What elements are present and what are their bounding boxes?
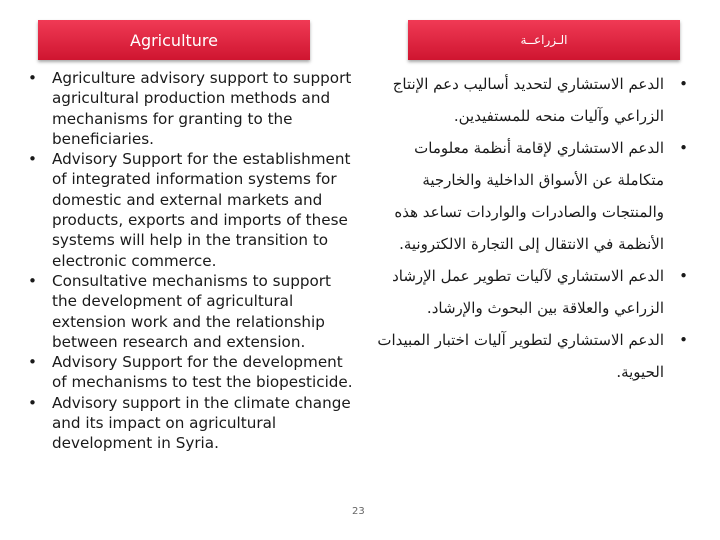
english-bullet-item: • Advisory Support for the development of mechanisms to test the biopesticide. [24, 352, 354, 393]
header-title-arabic: الـزراعــة [520, 33, 568, 47]
english-bullet-item: • Advisory Support for the establishment of integrated information systems for domestic and external markets and products, exports and imports of these systems will help in the transition to electronic commerce. [24, 149, 354, 271]
arabic-bullet-item: • الدعم الاستشاري لآليات تطوير عمل الإرشاد الزراعي والعلاقة بين البحوث والإرشاد. [372, 260, 694, 324]
english-bullet-list [24, 68, 354, 454]
english-bullet-item: • Agriculture advisory support to support agricultural production methods and mechanisms for granting to the beneficiaries. [24, 68, 354, 149]
arabic-bullet-list [372, 68, 694, 388]
page-number: 23 [352, 506, 365, 517]
arabic-bullet-item: • الدعم الاستشاري لإقامة أنظمة معلومات متكاملة عن الأسواق الداخلية والخارجية والمنتجات والصادرات والواردات تساعد هذه الأنظمة في الانتقال إلى التجارة الالكترونية. [372, 132, 694, 260]
arabic-column [372, 68, 694, 388]
header-title-english: Agriculture [130, 30, 218, 50]
english-bullet-item: • Advisory support in the climate change and its impact on agricultural development in Syria. [24, 393, 354, 454]
header-tab-arabic [408, 20, 680, 60]
english-bullet-item: • Consultative mechanisms to support the development of agricultural extension work and the relationship between research and extension. [24, 271, 354, 352]
header-tab-english [38, 20, 310, 60]
english-column [24, 68, 354, 454]
arabic-bullet-item: • الدعم الاستشاري لتطوير آليات اختبار المبيدات الحيوية. [372, 324, 694, 388]
arabic-bullet-item: • الدعم الاستشاري لتحديد أساليب دعم الإنتاج الزراعي وآليات منحه للمستفيدين. [372, 68, 694, 132]
